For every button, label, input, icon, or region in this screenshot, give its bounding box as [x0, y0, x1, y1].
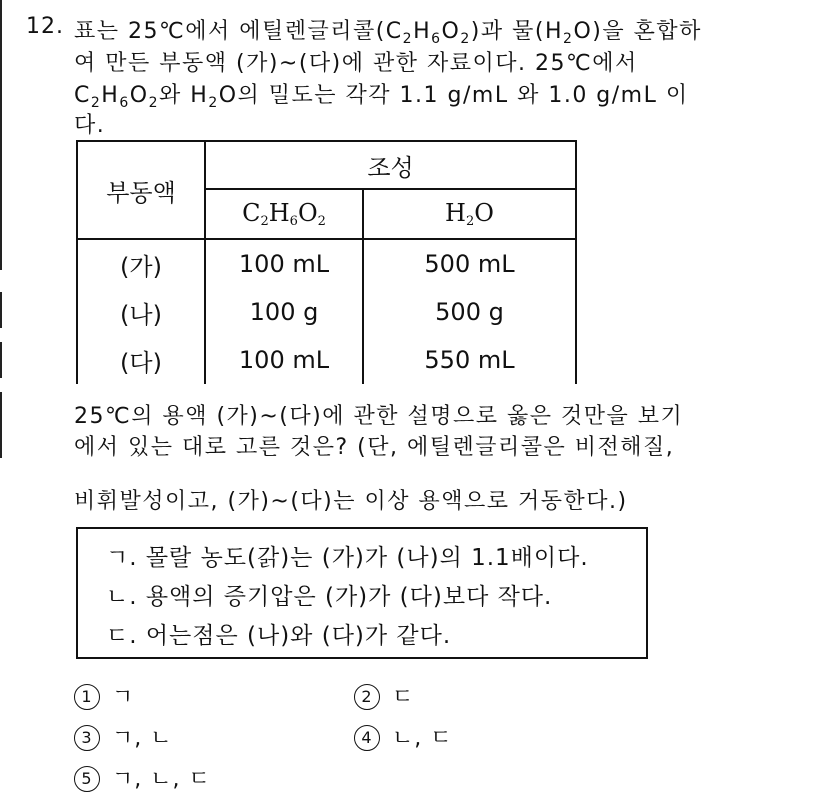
answer-option-5[interactable] — [74, 762, 211, 793]
answer-option-2[interactable] — [354, 680, 414, 711]
subscript: 2 — [460, 31, 471, 47]
option-text: ㄱ, ㄴ, ㄷ — [112, 767, 211, 792]
answer-option-3[interactable] — [74, 721, 173, 752]
stem-line-2: 여 만든 부동액 (가)~(다)에 관한 자료이다. 25℃에서 — [74, 51, 638, 76]
table-row — [77, 336, 576, 384]
cell-h2o: 500 mL — [363, 239, 576, 288]
formula-text: O — [297, 199, 318, 227]
option-text: ㄱ — [112, 685, 135, 710]
stem-line-1 — [74, 14, 702, 47]
cell-c2h6o2: 100 mL — [205, 239, 363, 288]
header-antifreeze-label: 부동액 — [106, 178, 176, 207]
margin-bar — [0, 392, 2, 458]
cell-h2o: 500 g — [363, 288, 576, 336]
table-row — [77, 288, 576, 336]
stem-text: O — [129, 83, 149, 108]
statement-item: ㄱ. 몰랄 농도(갉)는 (가)가 (나)의 1.1배이다. — [106, 545, 589, 571]
header-composition-label: 조성 — [367, 153, 414, 182]
row-label: (다) — [77, 336, 205, 384]
subscript: 6 — [431, 31, 442, 47]
stem-text: O — [441, 19, 461, 44]
header-antifreeze — [77, 141, 205, 239]
formula-text: C — [242, 199, 261, 227]
stem-text: O의 밀도는 각각 1.1 g/mL 와 1.0 g/mL 이 — [218, 83, 689, 108]
option-number: 4 — [354, 725, 380, 751]
header-h2o — [363, 189, 576, 239]
stem-text: 표는 25℃에서 에틸렌글리콜(C — [74, 19, 403, 44]
subscript: 2 — [260, 214, 269, 229]
header-c2h6o2 — [205, 189, 363, 239]
stem-text: C — [74, 83, 91, 108]
option-number: 2 — [354, 684, 380, 710]
stem-line-4: 다. — [74, 113, 106, 138]
subscript: 2 — [563, 31, 574, 47]
stem-line-3 — [74, 78, 689, 111]
row-label: (나) — [77, 288, 205, 336]
formula-text: H — [268, 199, 290, 227]
option-text: ㄱ, ㄴ — [112, 726, 173, 751]
margin-bar — [0, 292, 2, 328]
prompt-line-1: 25℃의 용액 (가)~(다)에 관한 설명으로 옳은 것만을 보기 — [74, 404, 684, 429]
subscript: 2 — [148, 95, 160, 111]
composition-table — [76, 140, 577, 384]
subscript: 2 — [402, 31, 414, 47]
cell-h2o: 550 mL — [363, 336, 576, 384]
subscript: 2 — [208, 95, 219, 111]
stem-text: )과 물(H — [470, 19, 564, 44]
option-text: ㄷ — [392, 685, 415, 710]
row-label: (가) — [77, 239, 205, 288]
answer-option-1[interactable] — [74, 680, 134, 711]
subscript: 6 — [119, 95, 130, 111]
answer-option-4[interactable] — [354, 721, 453, 752]
subscript: 6 — [289, 214, 298, 229]
statement-item: ㄴ. 용액의 증기압은 (가)가 (다)보다 작다. — [106, 584, 553, 610]
option-number: 5 — [74, 766, 100, 792]
option-text: ㄴ, ㄷ — [392, 726, 453, 751]
margin-bar — [0, 0, 2, 270]
subscript: 2 — [465, 214, 475, 229]
stem-text: H — [101, 83, 120, 108]
option-number: 1 — [74, 684, 100, 710]
formula-text: H — [445, 199, 466, 227]
prompt-line-3: 비휘발성이고, (가)~(다)는 이상 용액으로 거동한다.) — [74, 489, 628, 514]
question-number: 12. — [26, 14, 64, 39]
stem-text: H — [413, 19, 432, 44]
header-composition — [205, 141, 576, 189]
cell-c2h6o2: 100 g — [205, 288, 363, 336]
option-number: 3 — [74, 725, 100, 751]
formula-text: O — [474, 199, 494, 227]
stem-text: O)을 혼합하 — [573, 19, 702, 44]
table-row — [77, 239, 576, 288]
cell-c2h6o2: 100 mL — [205, 336, 363, 384]
prompt-line-2: 에서 있는 대로 고른 것은? (단, 에틸렌글리콜은 비전해질, — [74, 435, 675, 460]
subscript: 2 — [317, 214, 326, 229]
statement-item: ㄷ. 어는점은 (나)와 (다)가 같다. — [106, 623, 452, 649]
statements-box — [76, 527, 648, 659]
subscript: 2 — [90, 95, 102, 111]
stem-text: 와 H — [159, 83, 209, 108]
margin-bar — [0, 342, 2, 378]
